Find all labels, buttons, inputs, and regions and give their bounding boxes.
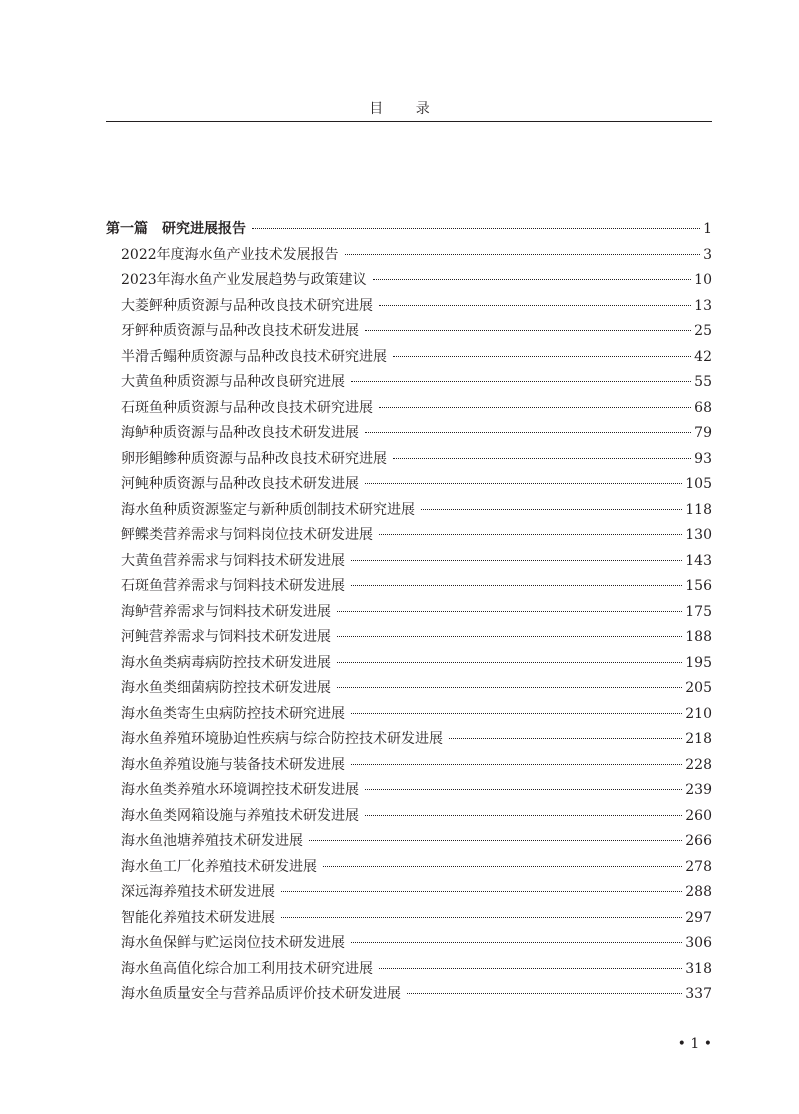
toc-entry-page: 68 (694, 399, 712, 416)
toc-chapter-entry[interactable] (106, 549, 712, 575)
toc-entry-title: 海鲈营养需求与饲料技术研发进展 (121, 603, 331, 620)
toc-dot-leader (365, 432, 691, 433)
toc-entry-title: 海水鱼类养殖水环境调控技术研发进展 (121, 782, 359, 798)
toc-entry-title: 大黄鱼营养需求与饲料技术研发进展 (121, 552, 345, 569)
toc-chapter-entry[interactable] (106, 931, 712, 957)
toc-entry-title: 海鲈种质资源与品种改良技术研发进展 (121, 425, 359, 441)
toc-entry-title: 大菱鲆种质资源与品种改良技术研究进展 (121, 297, 373, 314)
page-number: • 1 • (677, 1036, 712, 1052)
toc-dot-leader (337, 611, 682, 612)
toc-entry-page: 55 (694, 374, 712, 390)
toc-entry-page: 3 (703, 246, 712, 263)
toc-entry-title: 河鲀营养需求与饲料技术研发进展 (121, 629, 331, 645)
toc-chapter-entry[interactable] (106, 294, 712, 320)
toc-dot-leader (351, 942, 682, 943)
toc-entry-title: 海水鱼类细菌病防控技术研发进展 (121, 680, 331, 696)
toc-chapter-entry[interactable] (106, 268, 712, 294)
toc-chapter-entry[interactable] (106, 651, 712, 677)
toc-chapter-entry[interactable] (106, 421, 712, 447)
toc-chapter-list (106, 243, 712, 1008)
toc-entry-title: 半滑舌鳎种质资源与品种改良技术研究进展 (121, 348, 387, 365)
toc-entry-title: 深远海养殖技术研发进展 (121, 884, 275, 900)
toc-chapter-entry[interactable] (106, 625, 712, 651)
toc-entry-title: 牙鲆种质资源与品种改良技术研发进展 (121, 323, 359, 339)
toc-chapter-entry[interactable] (106, 880, 712, 906)
toc-entry-page: 239 (685, 782, 712, 798)
toc-chapter-entry[interactable] (106, 345, 712, 371)
toc-entry-title: 2023年海水鱼产业发展趋势与政策建议 (121, 272, 367, 288)
toc-dot-leader (252, 228, 700, 229)
toc-entry-title: 第一篇 研究进展报告 (106, 221, 246, 237)
toc-entry-page: 156 (685, 578, 712, 594)
toc-chapter-entry[interactable] (106, 600, 712, 626)
header-rule (106, 121, 712, 122)
toc-entry-title: 2022年度海水鱼产业技术发展报告 (121, 246, 339, 263)
toc-dot-leader (309, 840, 682, 841)
toc-dot-leader (393, 458, 691, 459)
toc-entry-page: 25 (694, 323, 712, 339)
toc-chapter-entry[interactable] (106, 906, 712, 932)
toc-dot-leader (351, 381, 691, 382)
table-of-contents (106, 217, 712, 1008)
toc-chapter-entry[interactable] (106, 523, 712, 549)
toc-entry-page: 306 (685, 935, 712, 951)
toc-dot-leader (373, 279, 692, 280)
toc-entry-title: 海水鱼种质资源鉴定与新种质创制技术研究进展 (121, 501, 415, 518)
toc-dot-leader (365, 330, 691, 331)
toc-entry-page: 10 (694, 272, 712, 288)
toc-chapter-entry[interactable] (106, 753, 712, 779)
toc-dot-leader (345, 254, 700, 255)
toc-entry-page: 188 (685, 629, 712, 645)
toc-entry-page: 318 (685, 960, 712, 977)
toc-chapter-entry[interactable] (106, 676, 712, 702)
toc-dot-leader (393, 356, 691, 357)
toc-entry-page: 1 (703, 221, 712, 237)
toc-entry-page: 42 (694, 348, 712, 365)
toc-chapter-entry[interactable] (106, 396, 712, 422)
toc-entry-page: 337 (685, 986, 712, 1002)
toc-entry-page: 210 (685, 705, 712, 722)
toc-chapter-entry[interactable] (106, 957, 712, 983)
toc-entry-title: 鲆鲽类营养需求与饲料岗位技术研发进展 (121, 527, 373, 543)
toc-dot-leader (351, 585, 682, 586)
toc-entry-title: 智能化养殖技术研发进展 (121, 909, 275, 926)
toc-dot-leader (449, 738, 682, 739)
toc-entry-page: 278 (685, 858, 712, 875)
toc-entry-title: 海水鱼高值化综合加工利用技术研究进展 (121, 960, 373, 977)
toc-chapter-entry[interactable] (106, 243, 712, 269)
toc-entry-title: 海水鱼养殖设施与装备技术研发进展 (121, 756, 345, 773)
toc-dot-leader (421, 509, 682, 510)
toc-dot-leader (379, 534, 682, 535)
toc-entry-page: 93 (694, 450, 712, 467)
toc-dot-leader (379, 968, 682, 969)
toc-dot-leader (365, 815, 682, 816)
toc-entry-page: 13 (694, 297, 712, 314)
page-header-title: 目 录 (369, 101, 444, 117)
toc-chapter-entry[interactable] (106, 855, 712, 881)
toc-entry-title: 海水鱼池塘养殖技术研发进展 (121, 833, 303, 849)
toc-dot-leader (379, 305, 691, 306)
toc-dot-leader (337, 636, 682, 637)
toc-chapter-entry[interactable] (106, 370, 712, 396)
toc-entry-page: 228 (685, 756, 712, 773)
toc-entry-page: 288 (685, 884, 712, 900)
toc-chapter-entry[interactable] (106, 498, 712, 524)
toc-dot-leader (351, 560, 682, 561)
toc-entry-title: 卵形鲳鲹种质资源与品种改良技术研究进展 (121, 450, 387, 467)
toc-entry-page: 297 (685, 909, 712, 926)
toc-dot-leader (365, 789, 682, 790)
toc-dot-leader (365, 483, 682, 484)
toc-chapter-entry[interactable] (106, 804, 712, 830)
toc-chapter-entry[interactable] (106, 702, 712, 728)
toc-chapter-entry[interactable] (106, 829, 712, 855)
toc-entry-page: 266 (685, 833, 712, 849)
toc-entry-page: 195 (685, 654, 712, 671)
toc-entry-title: 大黄鱼种质资源与品种改良研究进展 (121, 374, 345, 390)
toc-chapter-entry[interactable] (106, 472, 712, 498)
toc-entry-title: 海水鱼质量安全与营养品质评价技术研发进展 (121, 986, 401, 1002)
toc-entry-title: 海水鱼类病毒病防控技术研发进展 (121, 654, 331, 671)
toc-dot-leader (407, 993, 682, 994)
toc-entry-page: 105 (685, 476, 712, 492)
toc-dot-leader (281, 917, 682, 918)
toc-entry-page: 130 (685, 527, 712, 543)
toc-chapter-entry[interactable] (106, 574, 712, 600)
toc-entry-page: 143 (685, 552, 712, 569)
toc-chapter-entry[interactable] (106, 319, 712, 345)
toc-entry-page: 218 (685, 731, 712, 747)
toc-entry-title: 海水鱼工厂化养殖技术研发进展 (121, 858, 317, 875)
toc-entry-title: 石斑鱼种质资源与品种改良技术研究进展 (121, 399, 373, 416)
toc-entry-title: 石斑鱼营养需求与饲料技术研发进展 (121, 578, 345, 594)
toc-chapter-entry[interactable] (106, 447, 712, 473)
toc-entry-page: 260 (685, 807, 712, 824)
toc-entry-title: 海水鱼养殖环境胁迫性疾病与综合防控技术研发进展 (121, 731, 443, 747)
toc-entry-title: 海水鱼类网箱设施与养殖技术研发进展 (121, 807, 359, 824)
toc-entry-page: 79 (694, 425, 712, 441)
toc-part-entry[interactable] (106, 217, 712, 243)
toc-entry-title: 海水鱼类寄生虫病防控技术研究进展 (121, 705, 345, 722)
toc-chapter-entry[interactable] (106, 727, 712, 753)
toc-dot-leader (323, 866, 682, 867)
toc-entry-title: 河鲀种质资源与品种改良技术研发进展 (121, 476, 359, 492)
toc-dot-leader (351, 713, 682, 714)
toc-entry-page: 175 (685, 603, 712, 620)
toc-chapter-entry[interactable] (106, 778, 712, 804)
toc-entry-page: 118 (685, 501, 712, 518)
toc-dot-leader (351, 764, 682, 765)
toc-entry-title: 海水鱼保鲜与贮运岗位技术研发进展 (121, 935, 345, 951)
toc-entry-page: 205 (685, 680, 712, 696)
toc-dot-leader (379, 407, 691, 408)
toc-chapter-entry[interactable] (106, 982, 712, 1008)
toc-dot-leader (337, 662, 682, 663)
toc-dot-leader (281, 891, 682, 892)
toc-dot-leader (337, 687, 682, 688)
